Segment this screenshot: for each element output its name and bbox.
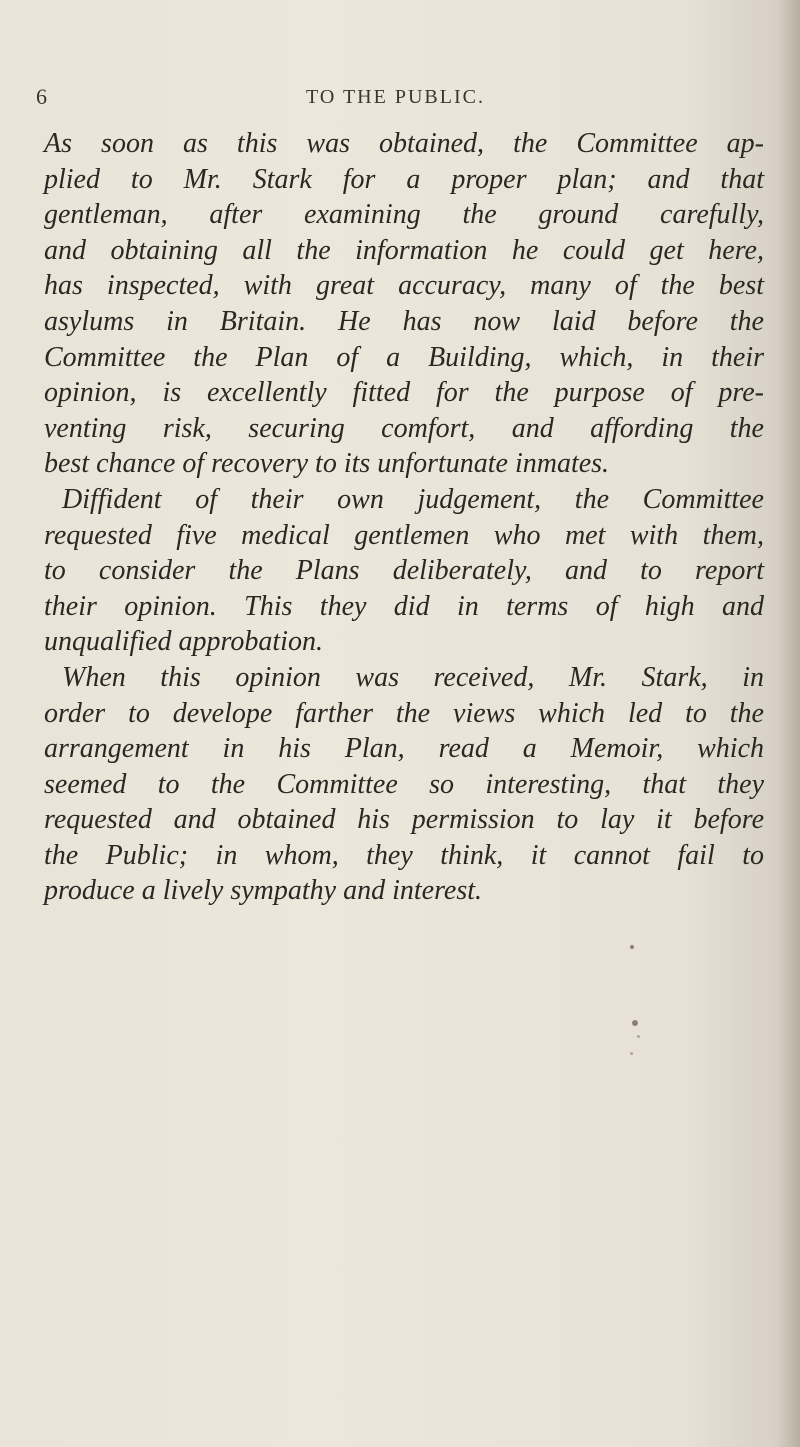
text-line: When this opinion was received, Mr. Stark, in (62, 661, 764, 693)
text-line: Diffident of their own judgement, the Committee (62, 483, 764, 515)
text-line: produce a lively sympathy and interest. (44, 875, 483, 907)
text-line: order to develope farther the views which led to the (44, 697, 764, 729)
paper-speck (632, 1020, 638, 1026)
running-head-title: TO THE PUBLIC. (306, 86, 485, 108)
text-line: and obtaining all the information he could get here, (44, 234, 764, 266)
text-line: asylums in Britain. He has now laid before the (44, 305, 764, 337)
paper-speck (630, 945, 634, 949)
text-line: best chance of recovery to its unfortunate inmates. (44, 448, 610, 480)
page-number: 6 (36, 84, 48, 109)
text-line: arrangement in his Plan, read a Memoir, which (44, 733, 764, 765)
text-line: unqualified approbation. (44, 626, 323, 658)
paper-speck (630, 1052, 633, 1055)
text-line: to consider the Plans deliberately, and to report (44, 555, 764, 587)
text-line: opinion, is excellently fitted for the purpose of pre- (44, 377, 764, 409)
running-head (36, 84, 736, 114)
text-line: As soon as this was obtained, the Committee ap- (44, 128, 764, 159)
text-line: has inspected, with great accuracy, many of the best (44, 270, 764, 302)
text-line: Committee the Plan of a Building, which, in their (44, 341, 764, 373)
text-line: seemed to the Committee so interesting, that they (44, 768, 764, 800)
paper-speck (637, 1035, 640, 1038)
text-line: their opinion. This they did in terms of high and (44, 590, 764, 622)
page-edge-shadow (778, 0, 800, 1447)
text-line: plied to Mr. Stark for a proper plan; and that (44, 163, 764, 195)
text-line: requested five medical gentlemen who met with them, (44, 519, 764, 551)
body-text (44, 126, 764, 909)
text-line: venting risk, securing comfort, and affording the (44, 412, 764, 444)
text-line: requested and obtained his permission to lay it before (44, 804, 764, 836)
text-line: gentleman, after examining the ground carefully, (44, 199, 764, 231)
text-line: the Public; in whom, they think, it cannot fail to (44, 839, 764, 871)
